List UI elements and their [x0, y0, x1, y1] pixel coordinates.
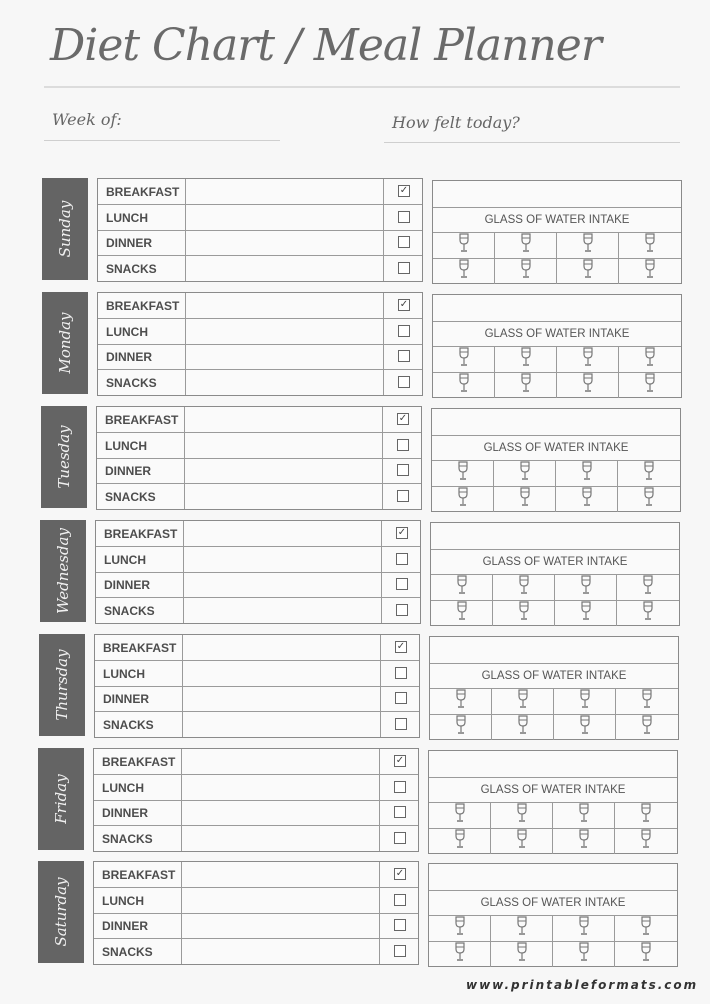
meal-checkbox[interactable]	[397, 490, 409, 502]
meal-checkbox[interactable]	[396, 604, 408, 616]
water-glass-cell[interactable]	[431, 575, 493, 601]
footer-url: www.printableformats.com	[466, 978, 699, 992]
meal-label: SNACKS	[105, 489, 156, 504]
wine-glass-icon	[516, 803, 528, 828]
page-title: Diet Chart / Meal Planner	[50, 20, 601, 71]
wine-glass-icon	[644, 259, 656, 284]
water-glass-cell[interactable]	[616, 715, 678, 740]
meal-row	[97, 458, 421, 484]
meal-label: SNACKS	[102, 944, 153, 959]
wine-glass-icon	[582, 259, 594, 284]
water-glass-cell[interactable]	[429, 942, 491, 967]
wine-glass-icon	[516, 916, 528, 941]
water-glass-cell[interactable]	[557, 259, 619, 284]
meals-table	[93, 748, 419, 852]
meal-checkbox[interactable]	[394, 781, 406, 793]
water-glass-cell[interactable]	[495, 347, 557, 373]
day-name: Sunday	[56, 200, 74, 258]
meals-table	[93, 861, 419, 965]
meal-row	[95, 635, 419, 661]
meal-label: LUNCH	[103, 666, 145, 681]
meal-checkbox[interactable]	[395, 667, 407, 679]
wine-glass-icon	[520, 259, 532, 284]
day-block-tuesday	[41, 406, 681, 510]
meal-row	[96, 598, 420, 623]
meal-row	[96, 547, 420, 573]
wine-glass-icon	[457, 461, 469, 486]
meal-checkbox[interactable]	[398, 325, 410, 337]
meal-label: SNACKS	[106, 261, 157, 276]
wine-glass-icon	[643, 487, 655, 512]
water-intake-table	[428, 750, 678, 854]
day-name: Friday	[52, 774, 70, 824]
water-glass-cell[interactable]	[554, 689, 616, 715]
meal-row	[98, 179, 422, 205]
wine-glass-icon	[458, 373, 470, 398]
water-intake-title: GLASS OF WATER INTAKE	[429, 891, 677, 916]
wine-glass-icon	[454, 916, 466, 941]
water-intake-title: GLASS OF WATER INTAKE	[432, 436, 680, 461]
feeling-field[interactable]	[429, 751, 677, 778]
wine-glass-icon	[579, 715, 591, 740]
water-glass-cell[interactable]	[429, 803, 491, 829]
water-glass-cell[interactable]	[553, 803, 615, 829]
water-intake-table	[431, 408, 681, 512]
meal-label: DINNER	[106, 350, 153, 364]
water-glass-cell[interactable]	[617, 601, 679, 626]
meal-checkbox[interactable]	[395, 692, 407, 704]
day-block-monday	[42, 292, 682, 396]
week-of-line[interactable]	[44, 140, 280, 141]
meal-checkbox[interactable]: ✓	[399, 185, 409, 196]
water-glass-cell[interactable]	[495, 373, 557, 398]
meal-checkbox[interactable]	[394, 806, 406, 818]
meal-checkbox[interactable]: ✓	[395, 755, 405, 766]
day-tab	[42, 178, 88, 280]
meal-label: BREAKFAST	[102, 755, 176, 769]
water-glass-cell[interactable]	[619, 347, 681, 373]
water-glass-cell[interactable]	[429, 829, 491, 854]
water-intake-title: GLASS OF WATER INTAKE	[431, 550, 679, 575]
water-glass-cell[interactable]	[553, 942, 615, 967]
feeling-field[interactable]	[433, 295, 681, 322]
meal-label: DINNER	[103, 692, 150, 706]
feeling-field[interactable]	[432, 409, 680, 436]
meal-row	[95, 661, 419, 687]
day-name: Wednesday	[54, 528, 72, 614]
wine-glass-icon	[519, 461, 531, 486]
water-glass-cell[interactable]	[615, 803, 677, 829]
meal-checkbox[interactable]	[394, 832, 406, 844]
feeling-field[interactable]	[429, 864, 677, 891]
meal-label: BREAKFAST	[105, 413, 179, 427]
day-tab	[38, 861, 84, 963]
meal-checkbox[interactable]: ✓	[399, 299, 409, 310]
wine-glass-icon	[454, 829, 466, 854]
wine-glass-icon	[579, 689, 591, 714]
water-glass-cell[interactable]	[432, 461, 494, 487]
meal-row	[94, 800, 418, 826]
water-glass-cell[interactable]	[553, 916, 615, 942]
meal-row	[97, 433, 421, 459]
wine-glass-icon	[516, 829, 528, 854]
water-glass-cell[interactable]	[615, 916, 677, 942]
meal-label: LUNCH	[102, 893, 144, 908]
meal-label: DINNER	[105, 464, 152, 478]
water-glass-cell[interactable]	[493, 575, 555, 601]
wine-glass-icon	[642, 601, 654, 626]
meal-label: BREAKFAST	[103, 641, 177, 655]
water-glass-cell[interactable]	[557, 233, 619, 259]
day-block-wednesday	[40, 520, 680, 624]
meal-label: SNACKS	[106, 375, 157, 390]
meal-checkbox[interactable]	[394, 945, 406, 957]
water-glass-cell[interactable]	[556, 487, 618, 512]
water-glass-cell[interactable]	[495, 233, 557, 259]
meals-table	[97, 178, 423, 282]
meal-checkbox[interactable]	[396, 553, 408, 565]
wine-glass-icon	[517, 715, 529, 740]
feeling-field[interactable]	[433, 181, 681, 208]
water-intake-title: GLASS OF WATER INTAKE	[430, 664, 678, 689]
meal-row	[94, 862, 418, 888]
meal-label: DINNER	[104, 578, 151, 592]
meal-checkbox[interactable]	[395, 718, 407, 730]
wine-glass-icon	[642, 575, 654, 600]
wine-glass-icon	[581, 487, 593, 512]
wine-glass-icon	[640, 829, 652, 854]
meal-checkbox[interactable]	[394, 894, 406, 906]
water-glass-cell[interactable]	[430, 715, 492, 740]
wine-glass-icon	[580, 575, 592, 600]
feeling-field[interactable]	[431, 523, 679, 550]
water-glass-cell[interactable]	[618, 487, 680, 512]
wine-glass-icon	[641, 715, 653, 740]
water-glass-cell[interactable]	[433, 347, 495, 373]
meal-row	[94, 749, 418, 775]
meals-table	[97, 292, 423, 396]
meal-row	[98, 319, 422, 345]
day-tab	[38, 748, 84, 850]
wine-glass-icon	[458, 233, 470, 258]
meal-row	[98, 293, 422, 319]
water-glass-cell[interactable]	[492, 715, 554, 740]
meal-row	[94, 775, 418, 801]
water-glass-cell[interactable]	[619, 373, 681, 398]
water-glass-cell[interactable]	[433, 233, 495, 259]
meal-checkbox[interactable]: ✓	[396, 641, 406, 652]
meal-checkbox[interactable]	[398, 262, 410, 274]
meal-row	[95, 686, 419, 712]
water-glass-cell[interactable]	[556, 461, 618, 487]
meal-row	[98, 205, 422, 231]
wine-glass-icon	[458, 259, 470, 284]
water-glass-cell[interactable]	[615, 829, 677, 854]
day-name: Tuesday	[55, 425, 73, 489]
meal-label: SNACKS	[104, 603, 155, 618]
water-intake-table	[428, 863, 678, 967]
wine-glass-icon	[517, 689, 529, 714]
wine-glass-icon	[518, 601, 530, 626]
meal-label: LUNCH	[106, 324, 148, 339]
water-glass-cell[interactable]	[493, 601, 555, 626]
water-intake-title: GLASS OF WATER INTAKE	[433, 208, 681, 233]
day-block-friday	[38, 748, 678, 852]
day-tab	[40, 520, 86, 622]
wine-glass-icon	[455, 715, 467, 740]
meals-table	[96, 406, 422, 510]
day-block-sunday	[42, 178, 682, 282]
wine-glass-icon	[582, 347, 594, 372]
water-glass-cell[interactable]	[616, 689, 678, 715]
wine-glass-icon	[578, 916, 590, 941]
meal-label: SNACKS	[102, 831, 153, 846]
water-glass-cell[interactable]	[494, 487, 556, 512]
meal-label: BREAKFAST	[106, 185, 180, 199]
meal-row	[94, 888, 418, 914]
meal-label: DINNER	[102, 806, 149, 820]
wine-glass-icon	[519, 487, 531, 512]
water-glass-cell[interactable]	[557, 373, 619, 398]
wine-glass-icon	[520, 373, 532, 398]
meal-row	[94, 939, 418, 964]
water-glass-cell[interactable]	[619, 233, 681, 259]
wine-glass-icon	[644, 347, 656, 372]
day-block-thursday	[39, 634, 679, 738]
meal-label: BREAKFAST	[106, 299, 180, 313]
wine-glass-icon	[578, 803, 590, 828]
water-glass-cell[interactable]	[555, 601, 617, 626]
meal-row	[98, 370, 422, 395]
meal-checkbox[interactable]: ✓	[397, 527, 407, 538]
wine-glass-icon	[644, 233, 656, 258]
water-glass-cell[interactable]	[615, 942, 677, 967]
water-intake-table	[429, 636, 679, 740]
water-glass-cell[interactable]	[619, 259, 681, 284]
wine-glass-icon	[643, 461, 655, 486]
water-glass-cell[interactable]	[433, 373, 495, 398]
wine-glass-icon	[518, 575, 530, 600]
meal-checkbox[interactable]	[397, 464, 409, 476]
water-glass-cell[interactable]	[554, 715, 616, 740]
title-divider	[44, 86, 680, 88]
water-intake-title: GLASS OF WATER INTAKE	[429, 778, 677, 803]
water-intake-table	[432, 180, 682, 284]
meal-label: LUNCH	[102, 780, 144, 795]
wine-glass-icon	[640, 916, 652, 941]
wine-glass-icon	[580, 601, 592, 626]
water-glass-cell[interactable]	[491, 942, 553, 967]
feeling-field[interactable]	[430, 637, 678, 664]
wine-glass-icon	[456, 601, 468, 626]
meal-row	[98, 230, 422, 256]
wine-glass-icon	[578, 829, 590, 854]
meal-row	[97, 407, 421, 433]
water-glass-cell[interactable]	[494, 461, 556, 487]
meal-checkbox[interactable]	[397, 439, 409, 451]
meal-checkbox[interactable]	[398, 236, 410, 248]
water-intake-table	[430, 522, 680, 626]
wine-glass-icon	[455, 689, 467, 714]
meal-label: BREAKFAST	[102, 868, 176, 882]
meal-row	[94, 826, 418, 851]
water-glass-cell[interactable]	[430, 689, 492, 715]
day-block-saturday	[38, 861, 678, 965]
meal-row	[97, 484, 421, 509]
meal-row	[95, 712, 419, 737]
water-glass-cell[interactable]	[617, 575, 679, 601]
water-glass-cell[interactable]	[555, 575, 617, 601]
meal-label: BREAKFAST	[104, 527, 178, 541]
meal-checkbox[interactable]: ✓	[398, 413, 408, 424]
wine-glass-icon	[458, 347, 470, 372]
meal-row	[96, 572, 420, 598]
wine-glass-icon	[516, 942, 528, 967]
meals-table	[94, 634, 420, 738]
week-of-label: Week of:	[52, 110, 122, 129]
water-glass-cell[interactable]	[492, 689, 554, 715]
day-tab	[42, 292, 88, 394]
meal-checkbox[interactable]	[398, 211, 410, 223]
water-glass-cell[interactable]	[491, 803, 553, 829]
meal-label: DINNER	[102, 919, 149, 933]
meal-row	[96, 521, 420, 547]
water-glass-cell[interactable]	[618, 461, 680, 487]
meal-row	[98, 256, 422, 281]
wine-glass-icon	[641, 689, 653, 714]
meal-label: SNACKS	[103, 717, 154, 732]
water-glass-cell[interactable]	[432, 487, 494, 512]
water-glass-cell[interactable]	[431, 601, 493, 626]
wine-glass-icon	[456, 575, 468, 600]
meal-checkbox[interactable]	[394, 919, 406, 931]
meals-table	[95, 520, 421, 624]
wine-glass-icon	[457, 487, 469, 512]
water-glass-cell[interactable]	[553, 829, 615, 854]
wine-glass-icon	[581, 461, 593, 486]
wine-glass-icon	[454, 803, 466, 828]
meal-row	[94, 913, 418, 939]
water-glass-cell[interactable]	[429, 916, 491, 942]
meal-label: LUNCH	[104, 552, 146, 567]
wine-glass-icon	[640, 942, 652, 967]
day-tab	[39, 634, 85, 736]
how-felt-label: How felt today?	[392, 113, 520, 132]
meal-checkbox[interactable]	[398, 350, 410, 362]
meal-label: DINNER	[106, 236, 153, 250]
meal-label: LUNCH	[105, 438, 147, 453]
wine-glass-icon	[582, 233, 594, 258]
meal-checkbox[interactable]	[398, 376, 410, 388]
wine-glass-icon	[582, 373, 594, 398]
meal-checkbox[interactable]	[396, 578, 408, 590]
wine-glass-icon	[520, 347, 532, 372]
day-name: Thursday	[53, 649, 71, 721]
day-name: Monday	[56, 312, 74, 374]
water-intake-table	[432, 294, 682, 398]
wine-glass-icon	[454, 942, 466, 967]
meal-row	[98, 344, 422, 370]
water-glass-cell[interactable]	[491, 916, 553, 942]
meal-label: LUNCH	[106, 210, 148, 225]
meal-checkbox[interactable]: ✓	[395, 868, 405, 879]
water-glass-cell[interactable]	[495, 259, 557, 284]
day-tab	[41, 406, 87, 508]
day-name: Saturday	[52, 877, 70, 947]
wine-glass-icon	[520, 233, 532, 258]
water-glass-cell[interactable]	[491, 829, 553, 854]
water-glass-cell[interactable]	[557, 347, 619, 373]
how-felt-line[interactable]	[384, 142, 680, 143]
wine-glass-icon	[640, 803, 652, 828]
water-intake-title: GLASS OF WATER INTAKE	[433, 322, 681, 347]
water-glass-cell[interactable]	[433, 259, 495, 284]
wine-glass-icon	[644, 373, 656, 398]
wine-glass-icon	[578, 942, 590, 967]
